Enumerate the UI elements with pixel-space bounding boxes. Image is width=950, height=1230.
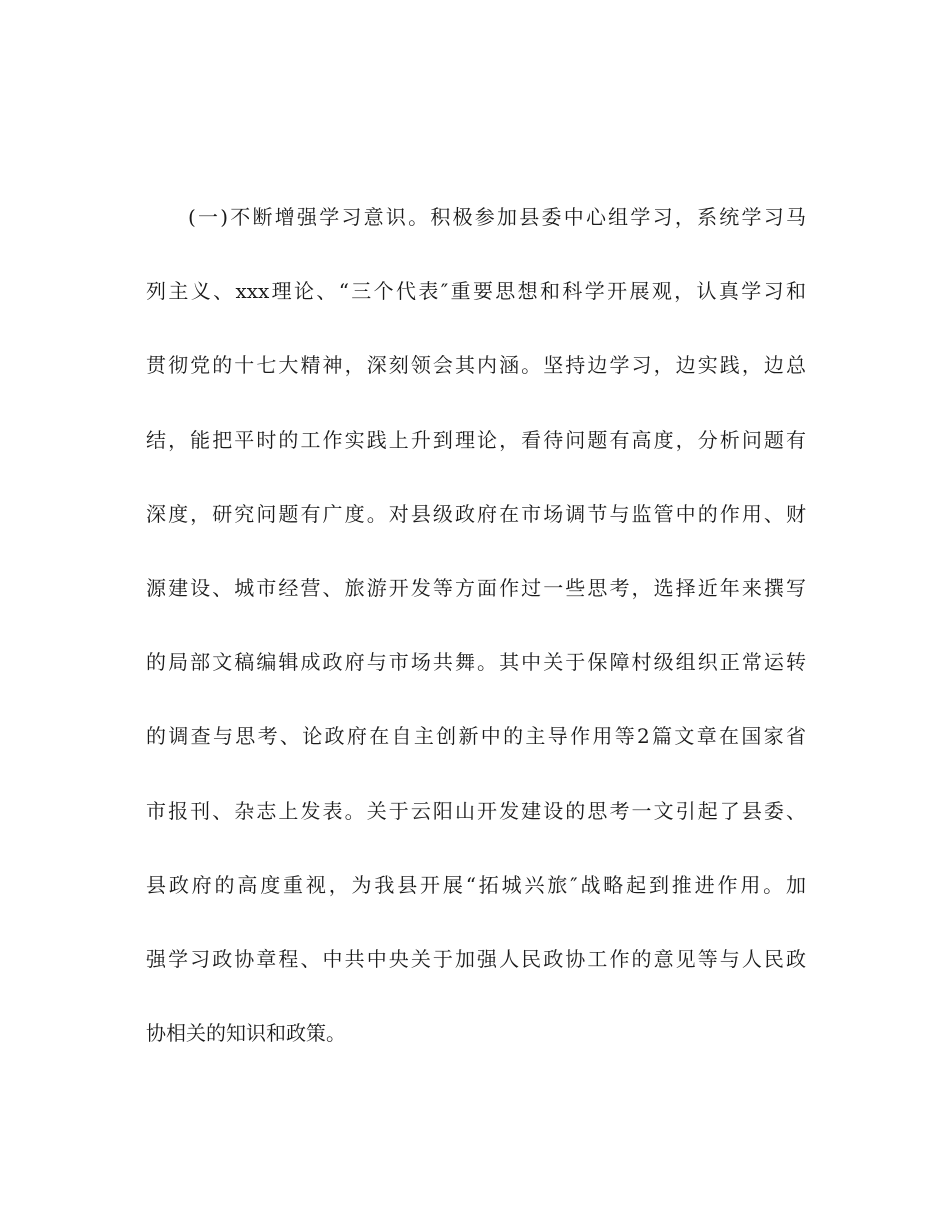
paragraph-line: (一)不断增强学习意识。积极参加县委中心组学习，系统学习马: [188, 205, 806, 229]
body-paragraph: [146, 194, 806, 1084]
paragraph-line: 市报刊、杂志上发表。关于云阳山开发建设的思考一文引起了县委、: [146, 798, 806, 823]
paragraph-line: 列主义、xxx理论、“三个代表″重要思想和科学开展观，认真学习和: [146, 279, 806, 304]
paragraph-line: 贯彻党的十七大精神，深刻领会其内涵。坚持边学习，边实践，边总: [146, 353, 806, 378]
paragraph-line: 深度，研究问题有广度。对县级政府在市场调节与监管中的作用、财: [146, 501, 806, 526]
paragraph-line: 强学习政协章程、中共中央关于加强人民政协工作的意见等与人民政: [146, 946, 806, 971]
paragraph-line: 的调查与思考、论政府在自主创新中的主导作用等2篇文章在国家省: [146, 724, 806, 749]
paragraph-line: 县政府的高度重视，为我县开展“拓城兴旅″战略起到推进作用。加: [146, 872, 806, 897]
paragraph-line: 协相关的知识和政策。: [146, 1021, 346, 1046]
paragraph-line: 源建设、城市经营、旅游开发等方面作过一些思考，选择近年来撰写: [146, 575, 806, 600]
paragraph-line: 的局部文稿编辑成政府与市场共舞。其中关于保障村级组织正常运转: [146, 650, 806, 675]
paragraph-line: 结，能把平时的工作实践上升到理论，看待问题有高度，分析问题有: [146, 427, 806, 452]
